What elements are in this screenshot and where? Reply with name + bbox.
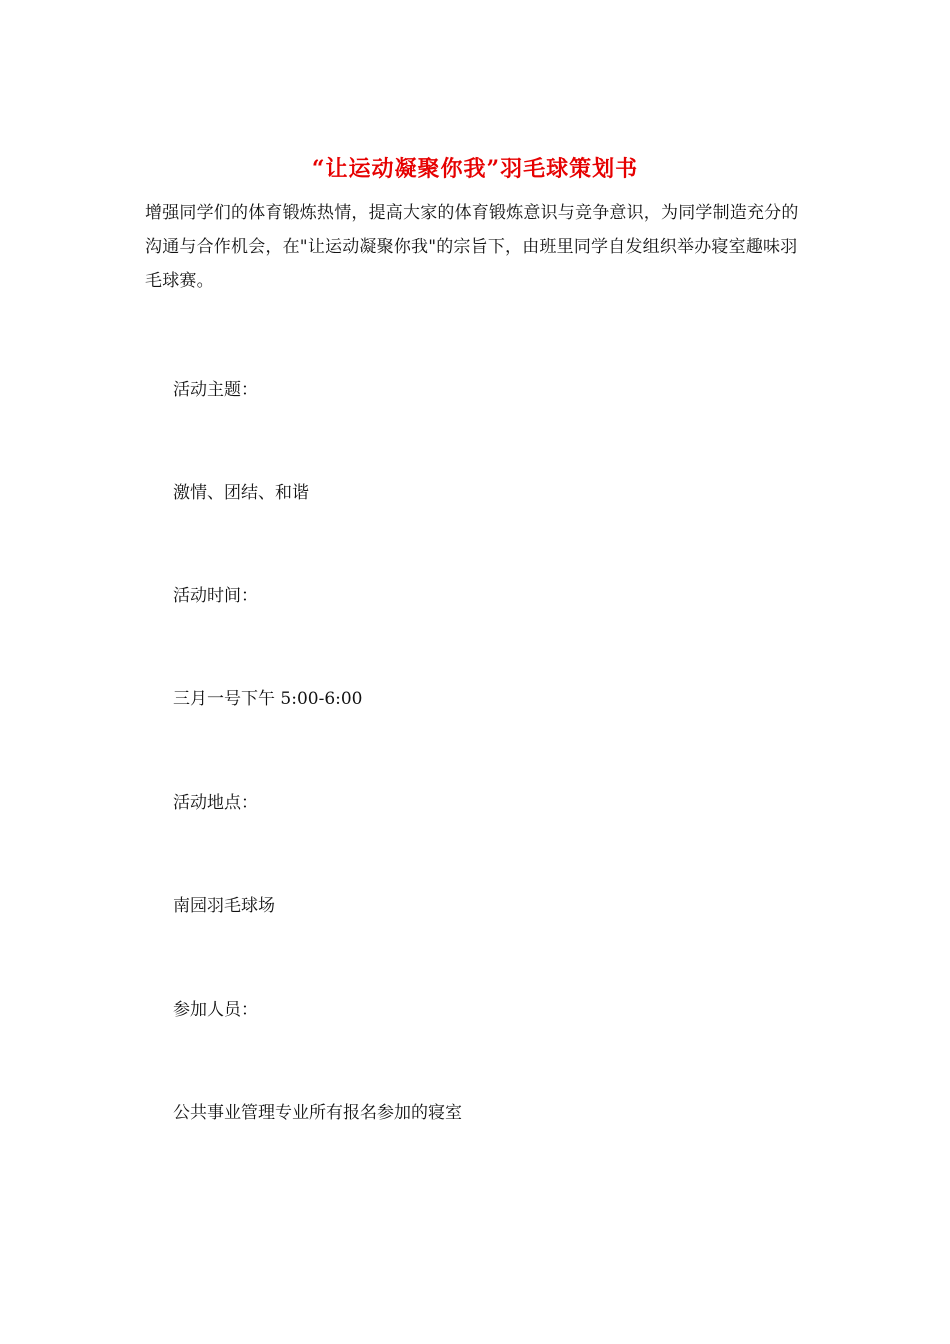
intro-paragraph: 增强同学们的体育锻炼热情，提高大家的体育锻炼意识与竞争意识，为同学制造充分的沟通与合作机会，在"让运动凝聚你我"的宗旨下，由班里同学自发组织举办寝室趣味羽毛球赛。 — [145, 203, 799, 291]
participants-value: 公共事业管理专业所有报名参加的寝室 — [173, 1103, 462, 1123]
place-value: 南园羽毛球场 — [173, 896, 275, 916]
time-label: 活动时间： — [173, 586, 258, 606]
participants-label: 参加人员： — [173, 1000, 258, 1020]
theme-label: 活动主题： — [173, 380, 258, 400]
time-value: 三月一号下午 5:00-6:00 — [173, 689, 363, 709]
document-title: “让运动凝聚你我”羽毛球策划书 — [311, 156, 639, 182]
place-label: 活动地点： — [173, 793, 258, 813]
theme-value: 激情、团结、和谐 — [173, 483, 309, 503]
